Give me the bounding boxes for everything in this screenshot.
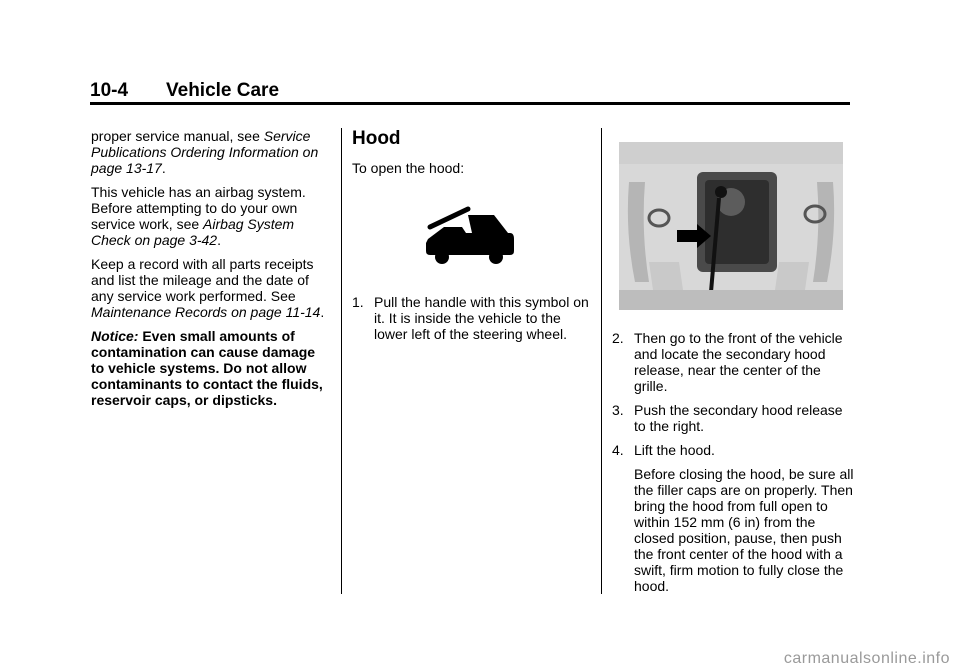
paragraph-text: . xyxy=(320,304,325,320)
step-number: 2. xyxy=(612,330,624,346)
paragraph-text: Keep a record with all parts receipts and list the mileage and the date of any service work performed. See xyxy=(91,256,314,304)
column-divider xyxy=(601,128,602,594)
hood-heading: Hood xyxy=(352,128,401,149)
paragraph xyxy=(91,128,331,176)
paragraph-text: proper service manual, see xyxy=(91,128,264,144)
watermark: carmanualsonline.info xyxy=(783,650,950,667)
page-header xyxy=(90,80,850,106)
paragraph xyxy=(91,184,331,248)
step-2 xyxy=(612,330,857,394)
step-text: Pull the handle with this symbol on it. It is inside the vehicle to the lower left of the steering wheel. xyxy=(374,294,589,342)
section-title: Vehicle Care xyxy=(166,80,280,101)
header-rule xyxy=(90,102,850,105)
page-number: 10-4 xyxy=(90,80,129,101)
column-right xyxy=(612,330,857,602)
hood-release-icon xyxy=(424,205,516,265)
cross-reference-link[interactable]: Maintenance Records on page 11-14 xyxy=(91,304,321,320)
paragraph xyxy=(91,256,331,320)
step-number: 1. xyxy=(352,294,364,310)
cross-reference-link[interactable]: Airbag System Check on page 3-42 xyxy=(91,216,295,248)
paragraph-text: . xyxy=(161,160,166,176)
notice xyxy=(91,328,331,408)
step-number: 4. xyxy=(612,442,624,458)
paragraph-text: . xyxy=(217,232,221,248)
secondary-hood-release-photo xyxy=(619,142,843,310)
step-1 xyxy=(352,294,592,342)
step-text: Lift the hood. xyxy=(634,442,715,458)
notice-text: Even small amounts of contamination can cause damage to vehicle systems. Do not allow contaminants to contact the fluids, reservoir caps, or dipsticks. xyxy=(91,328,323,408)
column-divider xyxy=(341,128,342,594)
step-number: 3. xyxy=(612,402,624,418)
step-text: Push the secondary hood release to the right. xyxy=(634,402,843,434)
column-left xyxy=(91,128,331,416)
notice-label: Notice: xyxy=(91,328,139,344)
paragraph-text: This vehicle has an airbag system. Before attempting to do your own service work, see xyxy=(91,184,306,232)
cross-reference-link[interactable]: Service Publications Ordering Information on page 13-17 xyxy=(91,128,319,176)
step-4 xyxy=(612,442,857,458)
step-3 xyxy=(612,402,857,434)
intro-text: To open the hood: xyxy=(352,160,465,176)
step-text: Then go to the front of the vehicle and locate the secondary hood release, near the center of the grille. xyxy=(634,330,843,394)
closing-instructions: Before closing the hood, be sure all the filler caps are on properly. Then bring the hood from full open to within 152 mm (6 in) from the closed position, pause, then push the front center of the hood with a swift, firm motion to fully close the hood. xyxy=(634,466,854,594)
